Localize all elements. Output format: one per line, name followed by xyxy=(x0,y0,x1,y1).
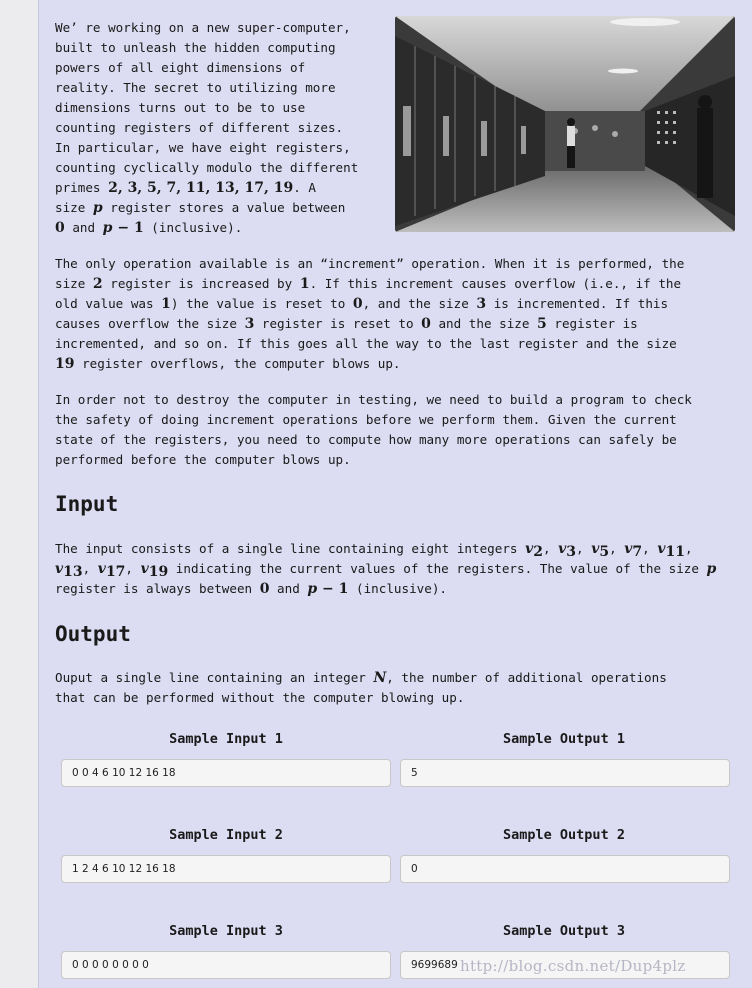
math-three: 3 xyxy=(244,316,255,332)
sample-output-3-box[interactable]: 9699689 xyxy=(400,951,730,979)
output-text: Ouput a single line containing an integer xyxy=(55,670,374,685)
intro-line-11 xyxy=(55,218,242,238)
para2-text: register overflows, the computer blows up. xyxy=(74,356,401,371)
output-line-2: that can be performed without the computer blowing up. xyxy=(55,690,465,705)
sample-output-3-title: Sample Output 3 xyxy=(503,923,625,939)
para2-text: old value was xyxy=(55,296,162,311)
para2-text: is incremented. If this xyxy=(486,296,669,311)
para2-text: register is increased by xyxy=(102,276,300,291)
inclusive-text: (inclusive). xyxy=(348,581,447,596)
input-line-2: $v_{13}$, $v_{17}$, $v_{19}$ indicating the current values of the registers. The value of the size p xyxy=(55,561,717,580)
computer-room-photo xyxy=(395,16,735,232)
para3-line-2: the safety of doing increment operations before we perform them. Given the current xyxy=(55,412,677,427)
para2-text: and the size xyxy=(430,316,538,331)
math-sub: 19 xyxy=(148,564,169,580)
para2-line-1: The only operation available is an “increment” operation. When it is performed, the xyxy=(55,256,685,271)
para2-line-5: incremented, and so on. If this goes all the way to the last register and the size xyxy=(55,336,677,351)
math-sub: 3 xyxy=(566,544,577,560)
problem-statement-panel xyxy=(38,0,752,988)
math-minus-one: − 1 xyxy=(317,581,349,597)
math-p: p xyxy=(706,561,717,577)
intro-primes: 2, 3, 5, 7, 11, 13, 17, 19 xyxy=(108,180,294,196)
input-line-3 xyxy=(55,579,447,599)
math-v: v xyxy=(558,541,567,557)
math-five: 5 xyxy=(537,316,547,332)
math-sub: 5 xyxy=(599,544,610,560)
math-one: 1 xyxy=(161,296,171,312)
inclusive-text: (inclusive). xyxy=(143,220,243,235)
intro-primes-prefix: primes xyxy=(55,180,109,195)
sample-output-2-box[interactable]: 0 xyxy=(400,855,730,883)
math-zero: 0 xyxy=(352,296,363,312)
math-sub: 13 xyxy=(63,564,83,580)
math-zero: 0 xyxy=(55,220,65,236)
intro-line-10 xyxy=(55,198,345,218)
sample-output-2-title: Sample Output 2 xyxy=(503,827,625,843)
intro-line-7: In particular, we have eight registers, xyxy=(55,140,351,155)
blog-watermark: http://blog.csdn.net/Dup4plz xyxy=(460,957,686,975)
math-v: v xyxy=(657,541,666,557)
para2-text: ) the value is reset to xyxy=(170,296,353,311)
intro-primes-suffix: . A xyxy=(293,180,316,195)
math-n: N xyxy=(373,670,387,686)
para2-line-6 xyxy=(55,354,401,374)
sample-input-3-box[interactable]: 0 0 0 0 0 0 0 0 xyxy=(61,951,391,979)
sample-input-1-title: Sample Input 1 xyxy=(169,731,283,747)
math-p: p xyxy=(102,220,113,236)
intro-line-2: built to unleash the hidden computing xyxy=(55,40,336,55)
para2-text: , and the size xyxy=(362,296,477,311)
math-v: v xyxy=(140,561,149,577)
math-v: v xyxy=(97,561,106,577)
para2-text: causes overflow the size xyxy=(55,316,245,331)
math-sub: 7 xyxy=(632,544,643,560)
math-v: v xyxy=(55,561,64,577)
intro-line-6: counting registers of different sizes. xyxy=(55,120,344,135)
math-v: v xyxy=(624,541,633,557)
para2-line-2 xyxy=(55,274,681,294)
output-line-1 xyxy=(55,668,667,688)
and-text: and xyxy=(269,581,308,596)
sample-input-3-title: Sample Input 3 xyxy=(169,923,283,939)
computer-room-photo-illustration xyxy=(395,16,735,232)
input-text: The input consists of a single line containing eight integers xyxy=(55,541,526,556)
input-line-1: The input consists of a single line containing eight integers $v_2$, $v_3$, $v_5$, $v_7$, $v_{11}$, xyxy=(55,541,693,560)
math-p: p xyxy=(307,581,318,597)
math-two: 2 xyxy=(92,276,103,292)
math-three: 3 xyxy=(476,296,487,312)
math-zero: 0 xyxy=(259,581,270,597)
intro-size-text: size xyxy=(55,200,93,215)
math-v: v xyxy=(525,541,534,557)
math-one: 1 xyxy=(299,276,310,292)
para2-line-4 xyxy=(55,314,638,334)
para3-line-3: state of the registers, you need to compute how many more operations can safely be xyxy=(55,432,677,447)
para2-text: register is reset to xyxy=(254,316,422,331)
intro-line-4: reality. The secret to utilizing more xyxy=(55,80,336,95)
intro-line-1: We’ re working on a new super-computer, xyxy=(55,20,351,35)
intro-size-text-2: register stores a value between xyxy=(102,200,346,215)
sample-output-1-title: Sample Output 1 xyxy=(503,731,625,747)
sample-input-2-box[interactable]: 1 2 4 6 10 12 16 18 xyxy=(61,855,391,883)
math-v: v xyxy=(591,541,600,557)
sample-input-1-box[interactable]: 0 0 4 6 10 12 16 18 xyxy=(61,759,391,787)
para2-text: . If this increment causes overflow (i.e., if the xyxy=(309,276,682,291)
para3-line-1: In order not to destroy the computer in testing, we need to build a program to check xyxy=(55,392,692,407)
para2-text: register is xyxy=(546,316,638,331)
math-minus-one: − 1 xyxy=(112,220,144,236)
math-p: p xyxy=(92,200,103,216)
sample-input-2-title: Sample Input 2 xyxy=(169,827,283,843)
para2-line-3 xyxy=(55,294,668,314)
intro-line-8: counting cyclically modulo the different xyxy=(55,160,359,175)
input-text: register is always between xyxy=(55,581,260,596)
output-heading: Output xyxy=(55,622,131,646)
input-text: indicating the current values of the registers. The value of the size xyxy=(168,561,707,576)
math-sub: 11 xyxy=(665,544,685,560)
intro-line-9 xyxy=(55,178,316,198)
and-text: and xyxy=(64,220,103,235)
para3-line-4: performed before the computer blows up. xyxy=(55,452,351,467)
input-heading: Input xyxy=(55,492,119,516)
intro-line-5: dimensions turns out to be to use xyxy=(55,100,306,115)
sample-output-1-box[interactable]: 5 xyxy=(400,759,730,787)
math-nineteen: 19 xyxy=(55,356,75,372)
para2-text: size xyxy=(55,276,93,291)
math-zero: 0 xyxy=(421,316,431,332)
intro-line-3: powers of all eight dimensions of xyxy=(55,60,306,75)
output-text: , the number of additional operations xyxy=(386,670,667,685)
math-sub: 2 xyxy=(533,544,543,560)
math-sub: 17 xyxy=(105,564,126,580)
